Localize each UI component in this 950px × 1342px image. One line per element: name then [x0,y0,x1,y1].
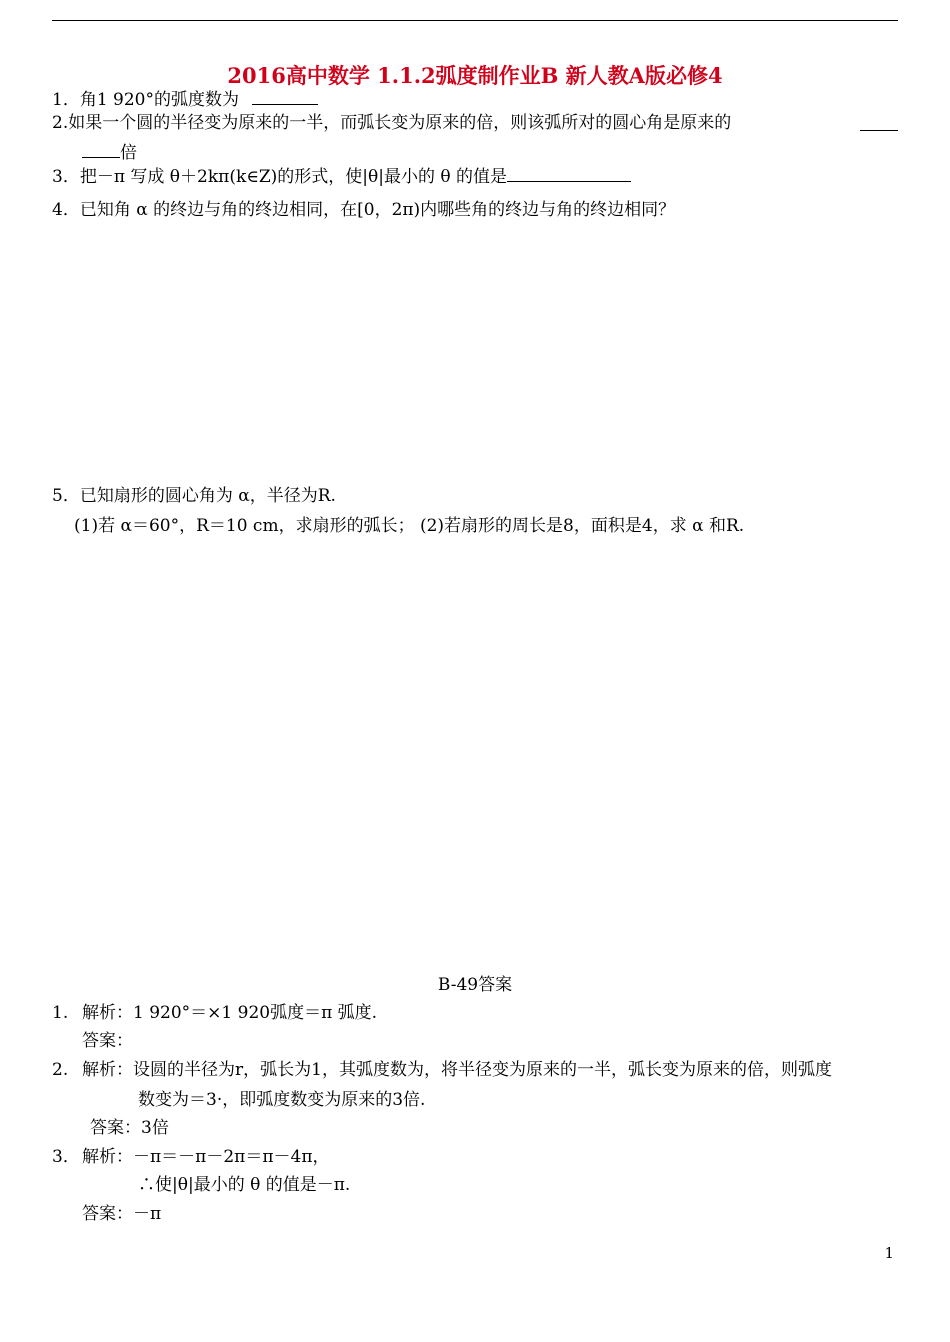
question-2 [52,112,731,134]
question-3-text: 把－π 写成 θ＋2kπ(k∈Z)的形式，使|θ|最小的 θ 的值是 [79,167,508,187]
answer-2-number: 2. [52,1060,69,1080]
question-1 [52,88,318,111]
answer-1-analysis: 解析：1 920°＝×1 920弧度＝π 弧度. [82,1003,378,1023]
question-2-blank-a[interactable] [860,114,898,131]
question-2-number: 2. [52,113,69,133]
answer-1-number: 1. [52,1003,69,1023]
question-3-number: 3． [52,167,80,187]
question-5 [52,485,336,507]
question-2-blank-b[interactable] [82,141,120,158]
answer-2-analysis: 解析：设圆的半径为r，弧长为1，其弧度数为，将半径变为原来的一半，弧长变为原来的倍，则弧度 [82,1060,832,1080]
question-4 [52,199,675,221]
question-1-text: 角1 920°的弧度数为 [79,90,239,110]
question-4-text: 已知角 α 的终边与角的终边相同，在[0，2π)内哪些角的终边与角的终边相同？ [79,200,676,220]
answer-1-line-1 [52,1002,377,1024]
answer-2-line-1 [52,1059,832,1081]
question-3 [52,165,631,188]
question-1-blank[interactable] [252,88,318,105]
answer-2-result: 答案：3倍 [90,1118,169,1138]
answer-3-result: 答案：－π [82,1204,162,1224]
question-1-number: 1． [52,90,80,110]
answer-3-number: 3． [52,1147,80,1167]
answer-3-line-2: ∴使|θ|最小的 θ 的值是－π. [138,1175,351,1195]
question-5-subparts: (1)若 α＝60°，R＝10 cm，求扇形的弧长； (2)若扇形的周长是8，面积是4，求 α 和R. [74,516,745,536]
question-5-text: 已知扇形的圆心角为 α，半径为R. [79,486,336,506]
top-rule [52,20,898,21]
question-2-text: 如果一个圆的半径变为原来的一半，而弧长变为原来的倍，则该弧所对的圆心角是原来的 [68,113,732,133]
answer-3-line-1 [52,1146,330,1168]
answer-2-line-2: 数变为＝3·，即弧度数变为原来的3倍. [138,1090,426,1110]
answers-heading: B-49答案 [437,975,513,995]
document-title: 2016高中数学 1.1.2弧度制作业B 新人教A版必修4 [227,63,723,88]
page-number: 1 [884,1244,894,1262]
answer-1-result: 答案： [82,1031,133,1051]
question-2-cont-text: 倍 [120,143,137,163]
answer-3-analysis: 解析：－π＝－π－2π＝π－4π， [82,1147,330,1167]
question-2-continuation [82,141,137,164]
question-5-number: 5． [52,486,80,506]
question-3-blank[interactable] [507,165,631,182]
question-4-number: 4． [52,200,80,220]
